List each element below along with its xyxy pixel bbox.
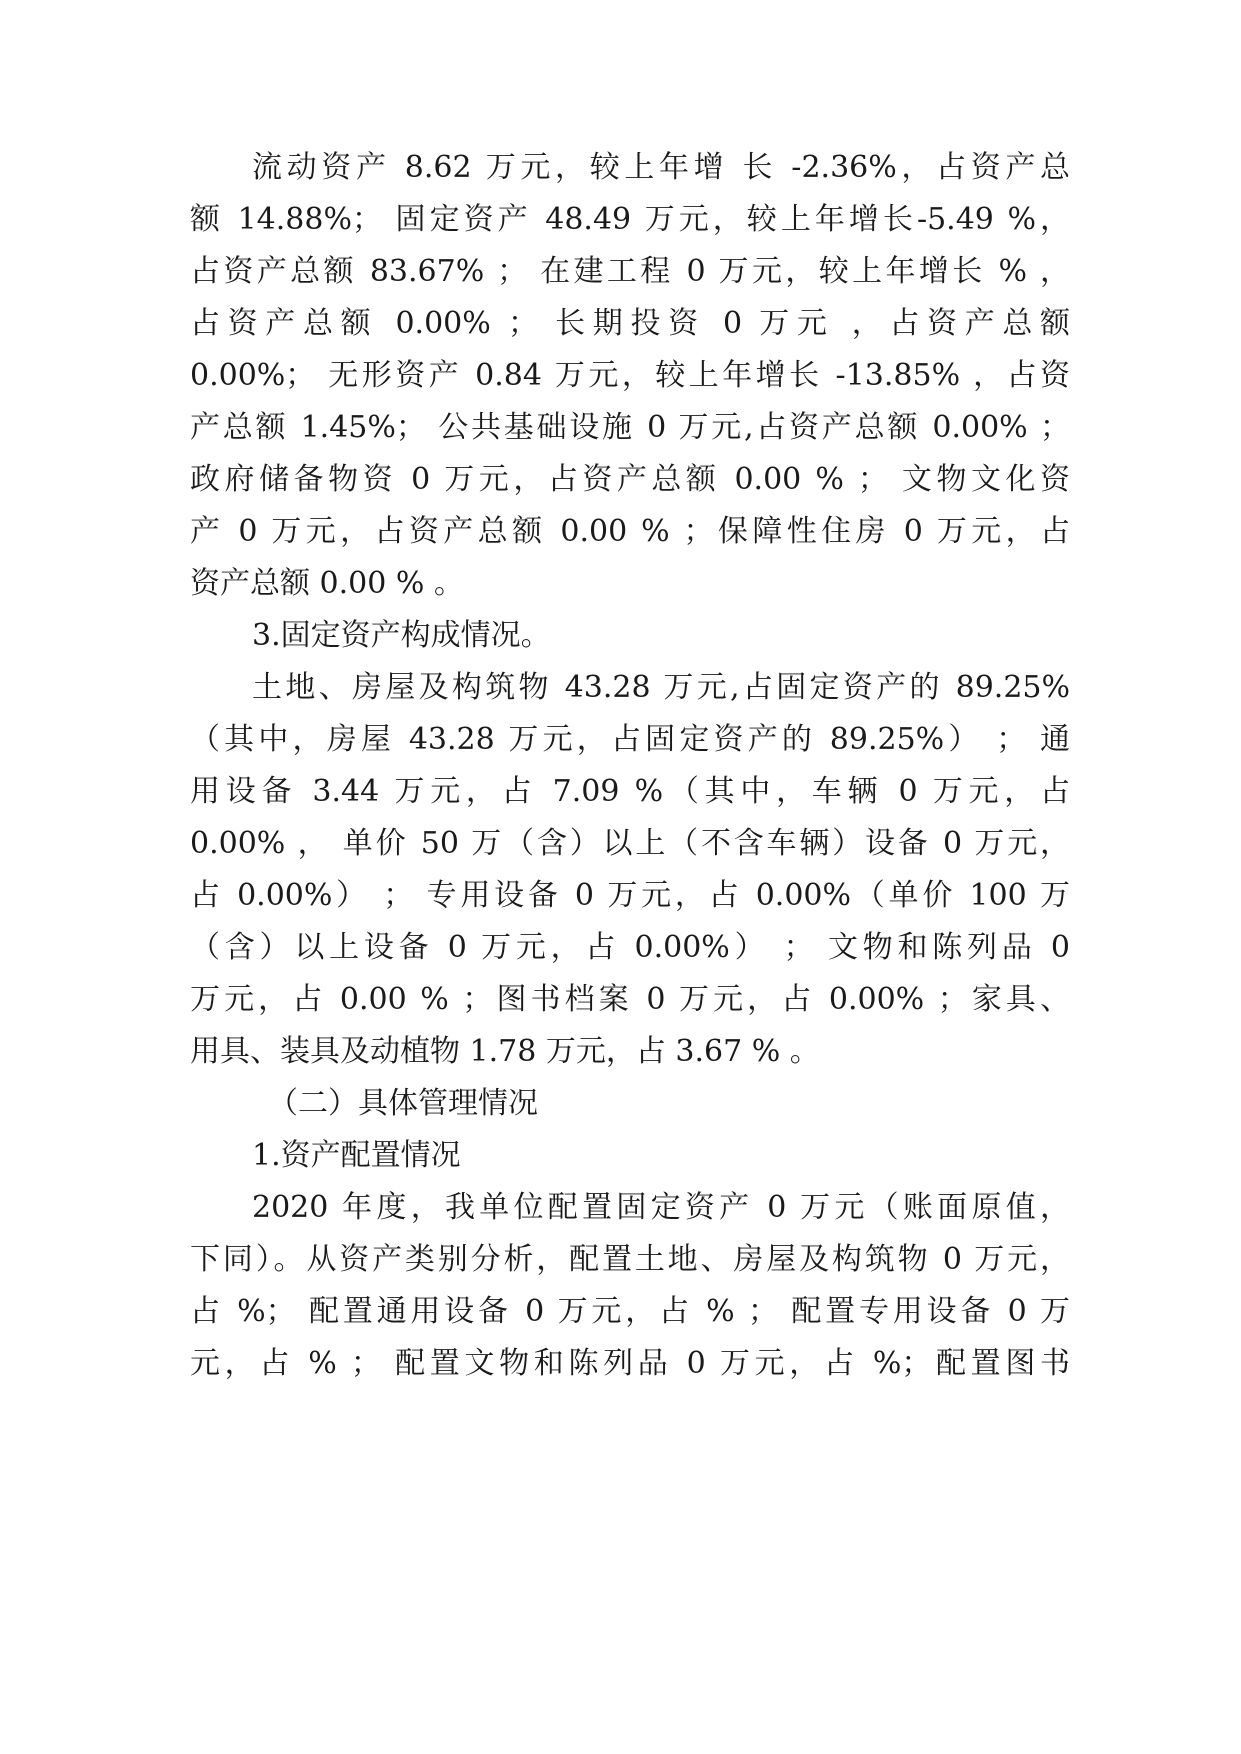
section-heading: （二）具体管理情况 <box>268 1086 538 1121</box>
paragraph-line: 占 0.00%） ； 专用设备 0 万元，占 0.00%（单价 100 万 <box>190 878 1070 913</box>
paragraph-line: （含）以上设备 0 万元，占 0.00%） ； 文物和陈列品 0 <box>190 930 1070 965</box>
subsection-heading: 1.资产配置情况 <box>252 1138 461 1173</box>
section-heading: 3.固定资产构成情况。 <box>252 618 551 653</box>
paragraph-line: 流动资产 8.62 万元，较上年增 长 -2.36%，占资产总 <box>252 150 1070 185</box>
paragraph-line: 占资产总额 83.67% ； 在建工程 0 万元，较上年增长 % ， <box>190 254 1070 289</box>
paragraph-line: 占 %； 配置通用设备 0 万元，占 % ； 配置专用设备 0 万 <box>190 1294 1070 1329</box>
paragraph-line: 资产总额 0.00 % 。 <box>190 566 464 601</box>
paragraph-line: 0.00%； 无形资产 0.84 万元，较上年增长 -13.85% ，占资 <box>190 358 1070 393</box>
paragraph-line: 2020 年度，我单位配置固定资产 0 万元（账面原值， <box>252 1190 1070 1225</box>
paragraph-line: 元，占 % ； 配置文物和陈列品 0 万元，占 %；配置图书 <box>190 1346 1070 1381</box>
paragraph-line: 产 0 万元，占资产总额 0.00 % ；保障性住房 0 万元，占 <box>190 514 1070 549</box>
paragraph-line: 用具、装具及动植物 1.78 万元，占 3.67 % 。 <box>190 1034 820 1069</box>
paragraph-line: 下同）。从资产类别分析，配置土地、房屋及构筑物 0 万元， <box>190 1242 1070 1277</box>
paragraph-line: 额 14.88%； 固定资产 48.49 万元，较上年增长-5.49 %， <box>190 202 1070 237</box>
paragraph-line: 万元，占 0.00 % ；图书档案 0 万元，占 0.00% ；家具、 <box>190 982 1070 1017</box>
paragraph-line: 政府储备物资 0 万元，占资产总额 0.00 % ； 文物文化资 <box>190 462 1070 497</box>
paragraph-line: 产总额 1.45%； 公共基础设施 0 万元,占资产总额 0.00% ； <box>190 410 1070 445</box>
paragraph-line: 土地、房屋及构筑物 43.28 万元,占固定资产的 89.25% <box>252 670 1070 705</box>
paragraph-line: （其中，房屋 43.28 万元，占固定资产的 89.25%） ； 通 <box>190 722 1070 757</box>
paragraph-line: 占资产总额 0.00% ； 长期投资 0 万元 ，占资产总额 <box>190 306 1070 341</box>
paragraph-line: 用设备 3.44 万元，占 7.09 %（其中，车辆 0 万元，占 <box>190 774 1070 809</box>
paragraph-line: 0.00% ， 单价 50 万（含）以上（不含车辆）设备 0 万元， <box>190 826 1070 861</box>
